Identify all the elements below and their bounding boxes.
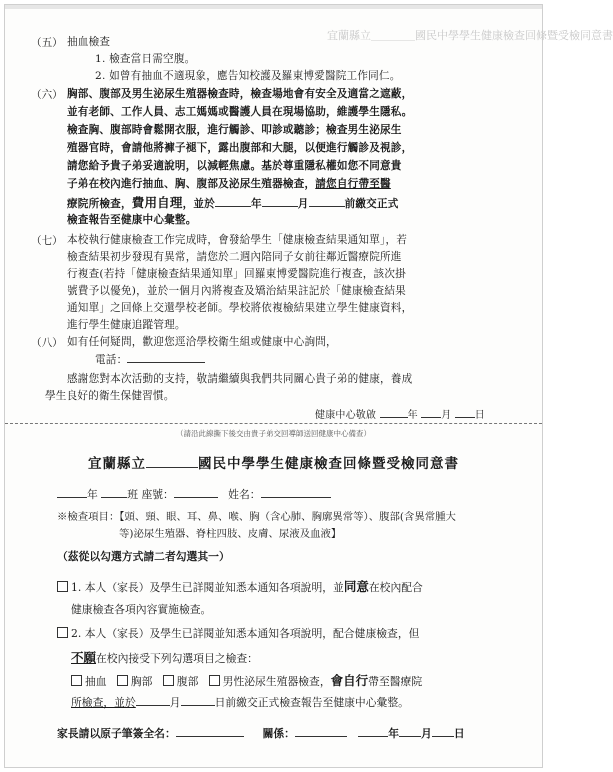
slip-title-county: 宜蘭縣立 [88,456,146,472]
name-label: 姓名： [228,488,261,501]
section-six-line: 檢查胸、腹部時會鬆開衣服，進行觸診、叩診或聽診；檢查男生泌尿生 [67,124,402,136]
section-seven-line: 檢查結果初步發現有異常，請您於二週內陪同子女前往鄰近醫療院所進 [67,251,402,263]
six-line6-self-text: 請您自行帶至醫 [315,178,391,190]
chest-checkbox[interactable] [117,675,128,686]
to-hospital: 帶至醫療院 [368,675,423,688]
exam-items-label: ※檢查項目： [57,511,120,523]
option-1-line-2: 健康檢查各項內容實施檢查。 [71,603,212,616]
section-five-title: 抽血檢查 [67,36,111,48]
section-six-line: 並有老師、工作人員、志工媽媽或醫護人員在現場協助，維護學生隱私。 [67,106,413,118]
six-line6-text: 子弟在校內進行抽血、胸、腹部及泌尿生殖器檢查， [67,178,316,190]
blood-test-label: 抽血 [85,675,107,688]
section-six-line: 請您給予貴子弟妥適說明，以減輕焦慮。基於尊重隱私權如您不同意貴 [67,160,402,172]
section-five-label: （五） [31,37,63,49]
exam-items-list: 【頭、頸、眼、耳、鼻、喉、胸（含心肺、胸廓異常等）、腹部(含異常腫大 [119,511,456,523]
opt2-deadline-rest: 日前繳交正式檢查報告至健康中心彙整。 [214,696,409,709]
sign-off-text: 健康中心敬啟 [315,410,377,421]
sign-day-blank[interactable] [455,406,475,418]
option-2-line-2-text: 在校內接受下列勾選項目之檢查： [96,652,258,665]
six-self-pay: 費用自理 [131,195,183,210]
school-name-blank[interactable] [146,454,198,468]
student-info-row [57,486,331,502]
option-2-row [57,626,419,641]
parent-signature-label: 家長請以原子筆簽全名： [57,727,176,740]
day-blank[interactable] [309,195,345,207]
sign-year: 年 [407,410,418,421]
option-2-deadline [71,694,409,710]
date-year: 年 [388,727,400,740]
option-1-text: 1. 本人（家長）及學生已詳閱並知悉本通知各項說明，並 [71,581,344,594]
six-line7-and: ，並於 [182,198,215,210]
relation-label: 關係： [262,727,295,740]
section-seven-label: （七） [31,235,63,247]
class-blank[interactable] [101,486,127,498]
section-seven-line: 行複查(若持「健康檢查結果通知單」回羅東博愛醫院進行複查，該次掛 [67,268,406,280]
exam-items-row-2: 等)泌尿生殖器、脊柱四肢、皮膚、尿液及血液】 [119,528,342,540]
thanks-line-2: 學生良好的衛生保健習慣。 [45,390,175,402]
section-seven-line: 本校執行健康檢查工作完成時，會發給學生「健康檢查結果通知單」，若 [67,234,408,246]
show-through-header: 宜蘭縣立＿＿＿＿國民中學學生健康檢查回條暨受檢同意書 [327,29,613,42]
sign-month-blank[interactable] [421,406,441,418]
option-1-checkbox[interactable] [57,581,68,592]
section-eight-line: 如有任何疑問，歡迎您逕洽學校衛生組或健康中心詢問， [67,336,337,348]
section-five-item-1: 1. 檢查當日需空腹。 [95,53,196,65]
parent-signature-blank[interactable] [176,725,244,737]
section-seven-line: 號費予以優免)，並於一個月內將複查及矯治結果註記於「健康檢查結果 [67,285,406,297]
choose-instruction: （茲從以勾選方式請二者勾選其一） [57,550,230,563]
date-month: 月 [421,727,432,740]
section-six-line-8: 檢查報告至健康中心彙整。 [67,214,197,226]
sign-off-row [315,406,485,424]
option-2-refuse: 不願 [71,650,97,665]
section-six-label: （六） [31,89,63,101]
opt2-month-blank[interactable] [136,694,170,706]
relation-blank[interactable] [295,725,347,737]
opt2-month: 月 [169,696,181,709]
sign-day: 日 [474,410,485,421]
section-six-line: 胸部、腹部及男生泌尿生殖器檢查時，檢查場地會有安全及適當之遮蔽， [67,88,413,100]
opt2-day-blank[interactable] [181,694,215,706]
phone-label: 電話： [95,354,128,366]
phone-blank[interactable] [127,351,205,363]
self-arrange: 會自行 [330,673,369,688]
tear-off-note: （請沿此線撕下後交由貴子弟交回導師送回健康中心備查） [176,429,371,438]
section-six-line: 殖器官時，會請他將褲子褪下，露出腹部和大腿，以便進行觸診及視診， [67,142,413,154]
grade-label: 年 [87,488,98,501]
option-2-checklist [71,671,422,689]
genital-label: 男性泌尿生殖器檢查， [222,675,331,688]
thanks-line-1: 感謝您對本次活動的支持，敬請繼續與我們共同關心貴子弟的健康，養成 [67,373,413,385]
exam-items-row-1 [57,508,456,523]
option-2-text: 2. 本人（家長）及學生已詳閱並知悉本通知各項說明，配合健康檢查，但 [71,627,420,640]
document-page [4,4,613,768]
signature-row [57,725,465,741]
six-month: 月 [297,198,309,210]
abdomen-label: 腹部 [176,675,199,688]
option-2-deadline-text: 所檢查，並於 [71,696,136,709]
sign-month: 月 [441,410,452,421]
section-eight-label: （八） [31,337,63,349]
abdomen-checkbox[interactable] [163,675,174,686]
month-blank[interactable] [262,195,298,207]
phone-row [95,351,205,369]
section-six-line-6 [67,176,391,193]
option-1-row [57,577,423,595]
section-seven-line: 進行學生健康追蹤管理。 [67,319,186,331]
six-line7-text: 療院所檢查， [67,198,132,210]
date-day: 日 [453,727,465,740]
section-seven-line: 通知單」之回條上交還學校老師。學校將依複檢結果建立學生健康資料， [67,302,413,314]
section-five-item-2: 2. 如曾有抽血不適現象，應告知校護及羅東博愛醫院工作同仁。 [95,70,401,82]
six-deadline: 前繳交正式 [344,198,399,210]
slip-title [5,452,542,472]
date-day-blank[interactable] [432,725,454,737]
sign-year-blank[interactable] [380,406,408,418]
chest-label: 胸部 [130,675,153,688]
option-1-text-end: 在校內配合 [368,581,423,594]
tear-off-line [5,423,542,424]
six-year: 年 [250,198,262,210]
section-six-line-7 [67,194,399,213]
seat-blank[interactable] [174,486,218,498]
grade-blank[interactable] [57,486,87,498]
blood-test-checkbox[interactable] [71,675,82,686]
date-year-blank[interactable] [358,725,388,737]
date-month-blank[interactable] [399,725,421,737]
genital-checkbox[interactable] [209,675,220,686]
option-2-checkbox[interactable] [57,627,68,638]
scan-edge [5,5,542,9]
slip-title-rest: 國民中學學生健康檢查回條暨受檢同意書 [198,456,459,472]
option-1-agree: 同意 [343,579,369,594]
year-blank[interactable] [215,195,251,207]
class-seat-label: 班 座號： [127,488,174,501]
option-2-line-2 [71,648,258,666]
name-blank[interactable] [261,486,331,498]
